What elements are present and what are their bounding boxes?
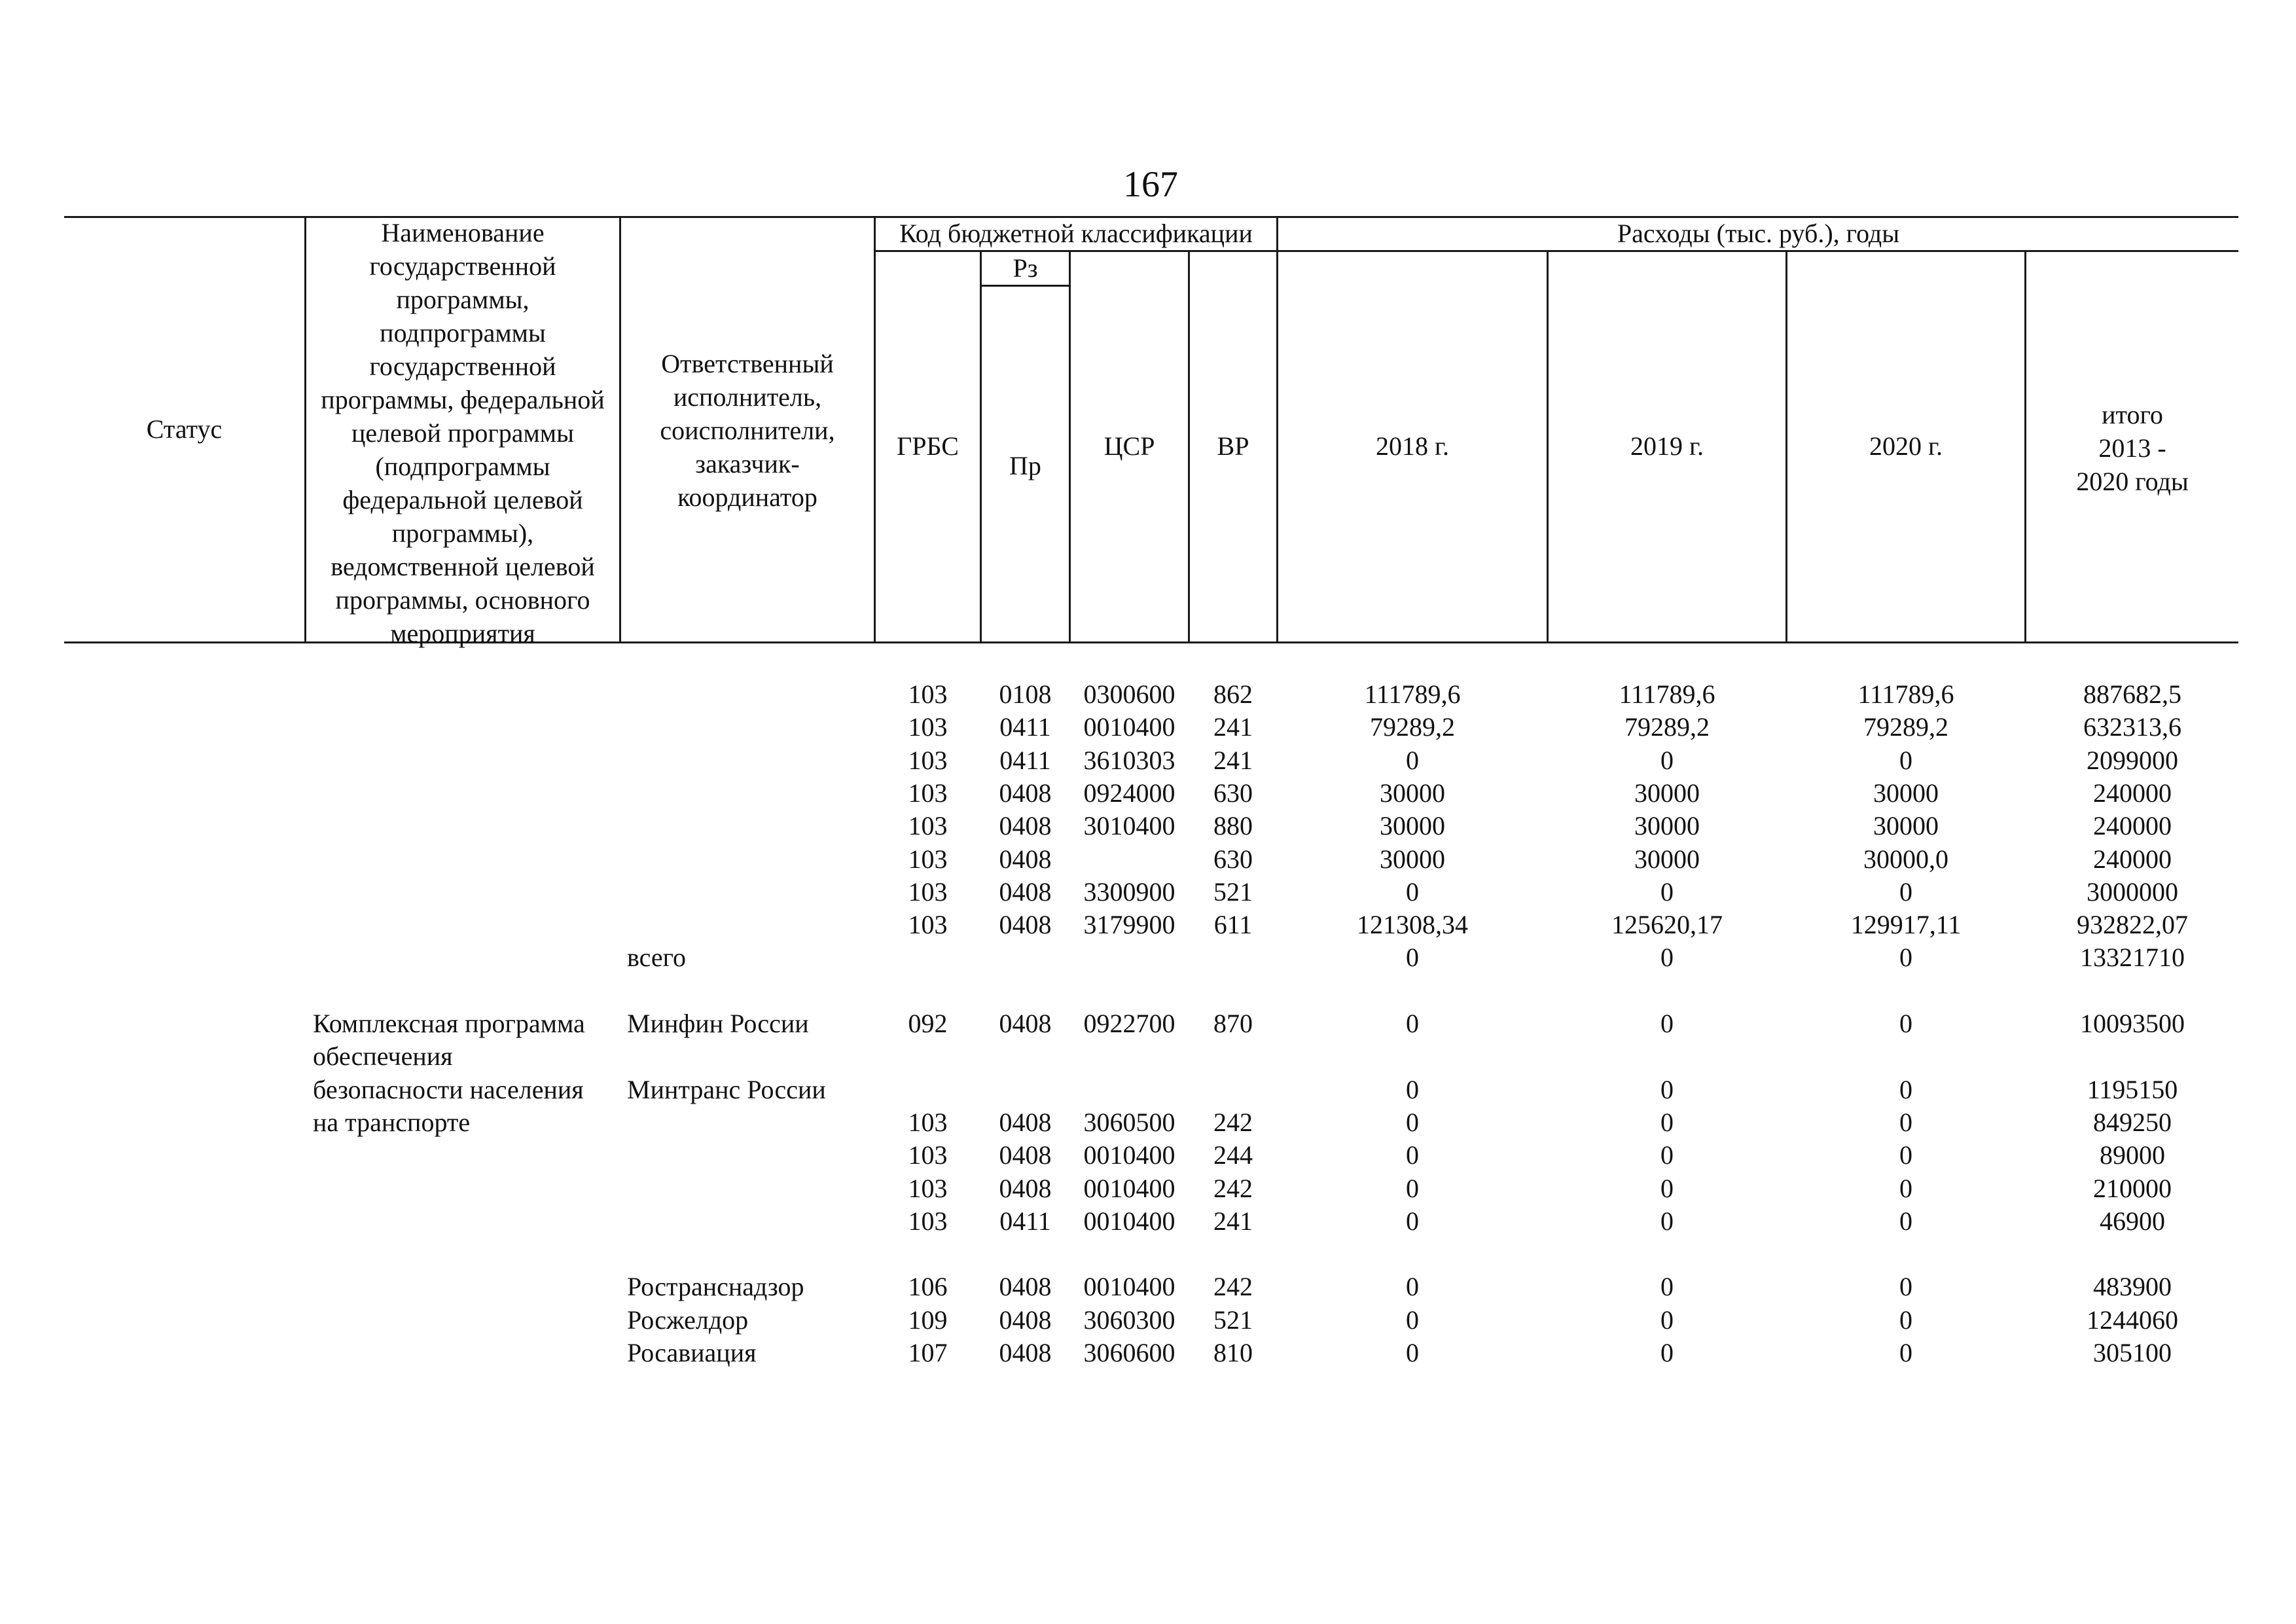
cell-csr: 0010400 xyxy=(1083,1272,1175,1302)
cell-y2020: 30000,0 xyxy=(1863,844,1948,874)
cell-total: 305100 xyxy=(2093,1338,2172,1367)
cell-name xyxy=(313,909,601,941)
cell-y2018: 0 xyxy=(1406,1305,1419,1335)
cell-y2018: 0 xyxy=(1406,1140,1419,1170)
cell-rzpr xyxy=(982,1040,1069,1073)
cell-rzpr: 0408 xyxy=(999,910,1052,940)
cell-y2020: 0 xyxy=(1899,943,1912,973)
cell-y2019: 30000 xyxy=(1634,778,1700,808)
cell-executor: Росавиация xyxy=(627,1338,757,1367)
cell-y2020: 79289,2 xyxy=(1863,712,1948,742)
cell-name xyxy=(313,1304,601,1337)
cell-total: 483900 xyxy=(2093,1272,2172,1302)
cell-executor xyxy=(627,1172,874,1205)
cell-y2018: 0 xyxy=(1406,876,1419,907)
cell-executor xyxy=(627,1106,874,1139)
rz-sub-rule xyxy=(980,285,1069,287)
cell-vr: 870 xyxy=(1213,1009,1253,1038)
cell-executor xyxy=(627,1238,874,1271)
header-sub-rule xyxy=(874,250,2238,252)
cell-y2020: 0 xyxy=(1899,1305,1912,1335)
header-expenses: Расходы (тыс. руб.), годы xyxy=(1617,219,1900,248)
cell-csr: 3179900 xyxy=(1083,910,1175,940)
cell-rzpr: 0408 xyxy=(999,811,1052,841)
header-status: Статус xyxy=(146,414,223,444)
cell-y2019: 30000 xyxy=(1634,844,1700,874)
cell-y2020 xyxy=(1787,975,2024,1007)
cell-total: 240000 xyxy=(2093,811,2172,841)
cell-y2019: 30000 xyxy=(1634,811,1700,841)
cell-name xyxy=(313,975,601,1007)
cell-executor xyxy=(627,711,874,744)
cell-y2018: 121308,34 xyxy=(1357,910,1468,940)
cell-vr xyxy=(1190,1238,1276,1271)
cell-y2020: 0 xyxy=(1899,1107,1912,1137)
cell-vr: 862 xyxy=(1213,679,1253,709)
cell-grbs: 107 xyxy=(908,1338,948,1367)
cell-executor xyxy=(627,843,874,876)
cell-vr: 241 xyxy=(1213,1206,1253,1236)
cell-grbs xyxy=(876,1238,980,1271)
cell-rzpr: 0408 xyxy=(999,1107,1052,1137)
cell-total: 932822,07 xyxy=(2077,910,2188,940)
cell-y2019: 0 xyxy=(1660,1173,1674,1203)
cell-executor xyxy=(627,1205,874,1238)
cell-name xyxy=(313,1271,601,1303)
cell-total: 887682,5 xyxy=(2083,679,2181,709)
cell-y2018 xyxy=(1278,975,1547,1007)
cell-y2018: 0 xyxy=(1406,1173,1419,1203)
cell-y2018: 0 xyxy=(1406,1206,1419,1236)
cell-y2020: 0 xyxy=(1899,1206,1912,1236)
cell-y2020: 0 xyxy=(1899,1140,1912,1170)
cell-grbs: 103 xyxy=(908,1140,948,1170)
cell-y2019: 111789,6 xyxy=(1619,679,1715,709)
cell-name xyxy=(313,843,601,876)
cell-y2018: 0 xyxy=(1406,1074,1419,1104)
cell-rzpr: 0408 xyxy=(999,1305,1052,1335)
cell-y2020: 0 xyxy=(1899,1074,1912,1104)
cell-executor xyxy=(627,1040,874,1073)
cell-y2019: 125620,17 xyxy=(1611,910,1723,940)
cell-y2019 xyxy=(1549,1040,1785,1073)
cell-y2018: 0 xyxy=(1406,1009,1419,1038)
cell-name: на транспорте xyxy=(313,1107,471,1137)
cell-executor xyxy=(627,1139,874,1172)
cell-csr: 0924000 xyxy=(1083,778,1175,808)
cell-total: 240000 xyxy=(2093,778,2172,808)
cell-y2018: 0 xyxy=(1406,745,1419,775)
cell-executor: всего xyxy=(627,943,687,973)
cell-name xyxy=(313,810,601,842)
cell-csr: 3010400 xyxy=(1083,811,1175,841)
header-grbs: ГРБС xyxy=(897,431,959,461)
cell-y2019: 0 xyxy=(1660,1074,1674,1104)
cell-name xyxy=(313,941,601,974)
cell-vr: 880 xyxy=(1213,811,1253,841)
cell-csr xyxy=(1071,1074,1188,1106)
cell-y2018: 30000 xyxy=(1380,778,1445,808)
cell-vr: 521 xyxy=(1213,876,1253,907)
cell-grbs xyxy=(876,941,980,974)
cell-y2020: 0 xyxy=(1899,745,1912,775)
cell-y2019: 0 xyxy=(1660,1272,1674,1302)
cell-y2018: 30000 xyxy=(1380,811,1445,841)
cell-grbs xyxy=(876,975,980,1007)
cell-y2020: 111789,6 xyxy=(1857,679,1954,709)
cell-csr: 0010400 xyxy=(1083,1206,1175,1236)
cell-y2019: 0 xyxy=(1660,876,1674,907)
cell-executor: Росжелдор xyxy=(627,1305,749,1335)
cell-rzpr: 0408 xyxy=(999,1009,1052,1038)
cell-vr xyxy=(1190,975,1276,1007)
cell-rzpr xyxy=(982,941,1069,974)
cell-vr: 611 xyxy=(1213,910,1253,940)
header-year-2019: 2019 г. xyxy=(1630,431,1704,461)
cell-y2019: 0 xyxy=(1660,1206,1674,1236)
cell-vr xyxy=(1190,941,1276,974)
cell-grbs: 109 xyxy=(908,1305,948,1335)
cell-rzpr: 0408 xyxy=(999,1140,1052,1170)
cell-y2020: 0 xyxy=(1899,1338,1912,1367)
cell-total xyxy=(2026,975,2238,1007)
cell-executor xyxy=(627,975,874,1007)
cell-rzpr xyxy=(982,1074,1069,1106)
header-program-name: Наименование государственной программы, подпрограммы государственной программы, федеральной целевой программы (подпрограммы федеральной целевой программы), ведомственной целевой программы, основного мероприятия xyxy=(321,218,605,648)
cell-y2020: 129917,11 xyxy=(1850,910,1962,940)
cell-rzpr xyxy=(982,1238,1069,1271)
cell-vr: 242 xyxy=(1213,1173,1253,1203)
cell-name xyxy=(313,1172,601,1205)
cell-y2020 xyxy=(1787,1040,2024,1073)
cell-name: Комплексная программа xyxy=(313,1009,585,1038)
cell-y2018: 0 xyxy=(1406,1338,1419,1367)
cell-grbs: 103 xyxy=(908,1173,948,1203)
cell-grbs: 103 xyxy=(908,745,948,775)
cell-name xyxy=(313,777,601,810)
cell-csr: 0300600 xyxy=(1083,679,1175,709)
cell-executor xyxy=(627,909,874,941)
cell-name xyxy=(313,678,601,711)
cell-y2020 xyxy=(1787,1238,2024,1271)
header-rz: Рз xyxy=(1013,253,1038,283)
cell-name xyxy=(313,1337,601,1369)
cell-y2019: 0 xyxy=(1660,745,1674,775)
cell-grbs: 103 xyxy=(908,1107,948,1137)
cell-total: 1195150 xyxy=(2087,1074,2178,1104)
cell-total xyxy=(2026,1238,2238,1271)
cell-rzpr: 0411 xyxy=(999,712,1051,742)
cell-grbs: 103 xyxy=(908,679,948,709)
header-total: итого 2013 - 2020 годы xyxy=(2076,400,2189,496)
cell-grbs: 103 xyxy=(908,1206,948,1236)
cell-y2018: 0 xyxy=(1406,943,1419,973)
cell-vr xyxy=(1190,1074,1276,1106)
cell-csr: 0010400 xyxy=(1083,1140,1175,1170)
header-year-2018: 2018 г. xyxy=(1376,431,1449,461)
cell-executor xyxy=(627,810,874,842)
cell-total: 210000 xyxy=(2093,1173,2172,1203)
cell-csr xyxy=(1071,975,1188,1007)
cell-executor xyxy=(627,744,874,777)
cell-y2019: 79289,2 xyxy=(1624,712,1710,742)
cell-total: 2099000 xyxy=(2087,745,2178,775)
cell-grbs xyxy=(876,1040,980,1073)
cell-vr: 630 xyxy=(1213,844,1253,874)
cell-vr xyxy=(1190,1040,1276,1073)
cell-total: 849250 xyxy=(2093,1107,2172,1137)
cell-csr: 3610303 xyxy=(1083,745,1175,775)
header-budget-code: Код бюджетной классификации xyxy=(899,219,1253,248)
cell-grbs xyxy=(876,1074,980,1106)
cell-total: 632313,6 xyxy=(2083,712,2181,742)
cell-grbs: 092 xyxy=(908,1009,948,1038)
cell-grbs: 103 xyxy=(908,876,948,907)
cell-executor: Минфин России xyxy=(627,1009,809,1038)
cell-vr: 242 xyxy=(1213,1272,1253,1302)
cell-rzpr xyxy=(982,975,1069,1007)
cell-y2019 xyxy=(1549,975,1785,1007)
cell-name xyxy=(313,876,601,909)
cell-y2018: 0 xyxy=(1406,1107,1419,1137)
header-year-2020: 2020 г. xyxy=(1869,431,1943,461)
cell-total: 13321710 xyxy=(2080,943,2185,973)
cell-y2018: 79289,2 xyxy=(1370,712,1455,742)
cell-name: обеспечения xyxy=(313,1041,453,1072)
cell-y2020: 0 xyxy=(1899,1009,1912,1038)
cell-y2019: 0 xyxy=(1660,943,1674,973)
cell-y2019: 0 xyxy=(1660,1305,1674,1335)
cell-csr: 0010400 xyxy=(1083,712,1175,742)
cell-grbs: 103 xyxy=(908,811,948,841)
cell-executor xyxy=(627,678,874,711)
cell-name xyxy=(313,1139,601,1172)
cell-vr: 242 xyxy=(1213,1107,1253,1137)
cell-rzpr: 0408 xyxy=(999,1173,1052,1203)
cell-grbs: 103 xyxy=(908,910,948,940)
cell-y2020: 30000 xyxy=(1873,811,1939,841)
cell-csr: 3060300 xyxy=(1083,1305,1175,1335)
cell-grbs: 103 xyxy=(908,844,948,874)
cell-vr: 241 xyxy=(1213,745,1253,775)
cell-rzpr: 0408 xyxy=(999,1272,1052,1302)
cell-y2020: 0 xyxy=(1899,1173,1912,1203)
cell-total: 46900 xyxy=(2100,1206,2165,1236)
cell-csr: 3300900 xyxy=(1083,876,1175,907)
cell-name xyxy=(313,744,601,777)
cell-total: 240000 xyxy=(2093,844,2172,874)
cell-csr: 0922700 xyxy=(1083,1009,1175,1038)
cell-total: 1244060 xyxy=(2087,1305,2178,1335)
cell-rzpr: 0411 xyxy=(999,1206,1051,1236)
cell-y2020: 0 xyxy=(1899,1272,1912,1302)
cell-grbs: 103 xyxy=(908,712,948,742)
header-pr: Пр xyxy=(1009,451,1041,480)
cell-total: 89000 xyxy=(2100,1140,2165,1170)
cell-y2018: 0 xyxy=(1406,1272,1419,1302)
cell-name xyxy=(313,1205,601,1238)
cell-total: 3000000 xyxy=(2087,876,2178,907)
cell-csr xyxy=(1071,1238,1188,1271)
cell-total: 10093500 xyxy=(2080,1009,2185,1038)
cell-grbs: 103 xyxy=(908,778,948,808)
cell-grbs: 106 xyxy=(908,1272,948,1302)
cell-vr: 630 xyxy=(1213,778,1253,808)
cell-y2018 xyxy=(1278,1040,1547,1073)
cell-csr: 3060600 xyxy=(1083,1338,1175,1367)
cell-name: безопасности населения xyxy=(313,1074,584,1104)
col-divider xyxy=(874,216,876,641)
header-csr: ЦСР xyxy=(1103,431,1155,461)
header-vr: ВР xyxy=(1217,431,1249,461)
cell-y2020: 30000 xyxy=(1873,778,1939,808)
cell-csr xyxy=(1071,1040,1188,1073)
cell-y2018 xyxy=(1278,1238,1547,1271)
cell-name xyxy=(313,711,601,744)
cell-vr: 244 xyxy=(1213,1140,1253,1170)
cell-y2018: 111789,6 xyxy=(1364,679,1461,709)
col-divider xyxy=(980,250,982,641)
cell-total xyxy=(2026,1040,2238,1073)
cell-y2019: 0 xyxy=(1660,1338,1674,1367)
cell-csr: 0010400 xyxy=(1083,1173,1175,1203)
cell-rzpr: 0411 xyxy=(999,745,1051,775)
cell-y2019: 0 xyxy=(1660,1107,1674,1137)
cell-y2019 xyxy=(1549,1238,1785,1271)
cell-y2019: 0 xyxy=(1660,1009,1674,1038)
cell-csr: 3060500 xyxy=(1083,1107,1175,1137)
cell-vr: 521 xyxy=(1213,1305,1253,1335)
cell-executor xyxy=(627,876,874,909)
cell-executor: Минтранс России xyxy=(627,1074,826,1104)
cell-rzpr: 0408 xyxy=(999,876,1052,907)
cell-rzpr: 0408 xyxy=(999,1338,1052,1367)
header-executor: Ответственный исполнитель, соисполнители, заказчик- координатор xyxy=(660,349,835,512)
cell-csr xyxy=(1071,941,1188,974)
cell-rzpr: 0408 xyxy=(999,778,1052,808)
cell-y2020: 0 xyxy=(1899,876,1912,907)
cell-name xyxy=(313,1238,601,1271)
cell-y2019: 0 xyxy=(1660,1140,1674,1170)
cell-executor xyxy=(627,777,874,810)
cell-rzpr: 0408 xyxy=(999,844,1052,874)
col-divider xyxy=(1276,216,1278,641)
cell-csr xyxy=(1071,843,1188,876)
cell-rzpr: 0108 xyxy=(999,679,1052,709)
cell-executor: Ространснадзор xyxy=(627,1272,804,1302)
cell-vr: 810 xyxy=(1213,1338,1253,1367)
page-number: 167 xyxy=(1123,164,1178,205)
cell-vr: 241 xyxy=(1213,712,1253,742)
cell-y2018: 30000 xyxy=(1380,844,1445,874)
